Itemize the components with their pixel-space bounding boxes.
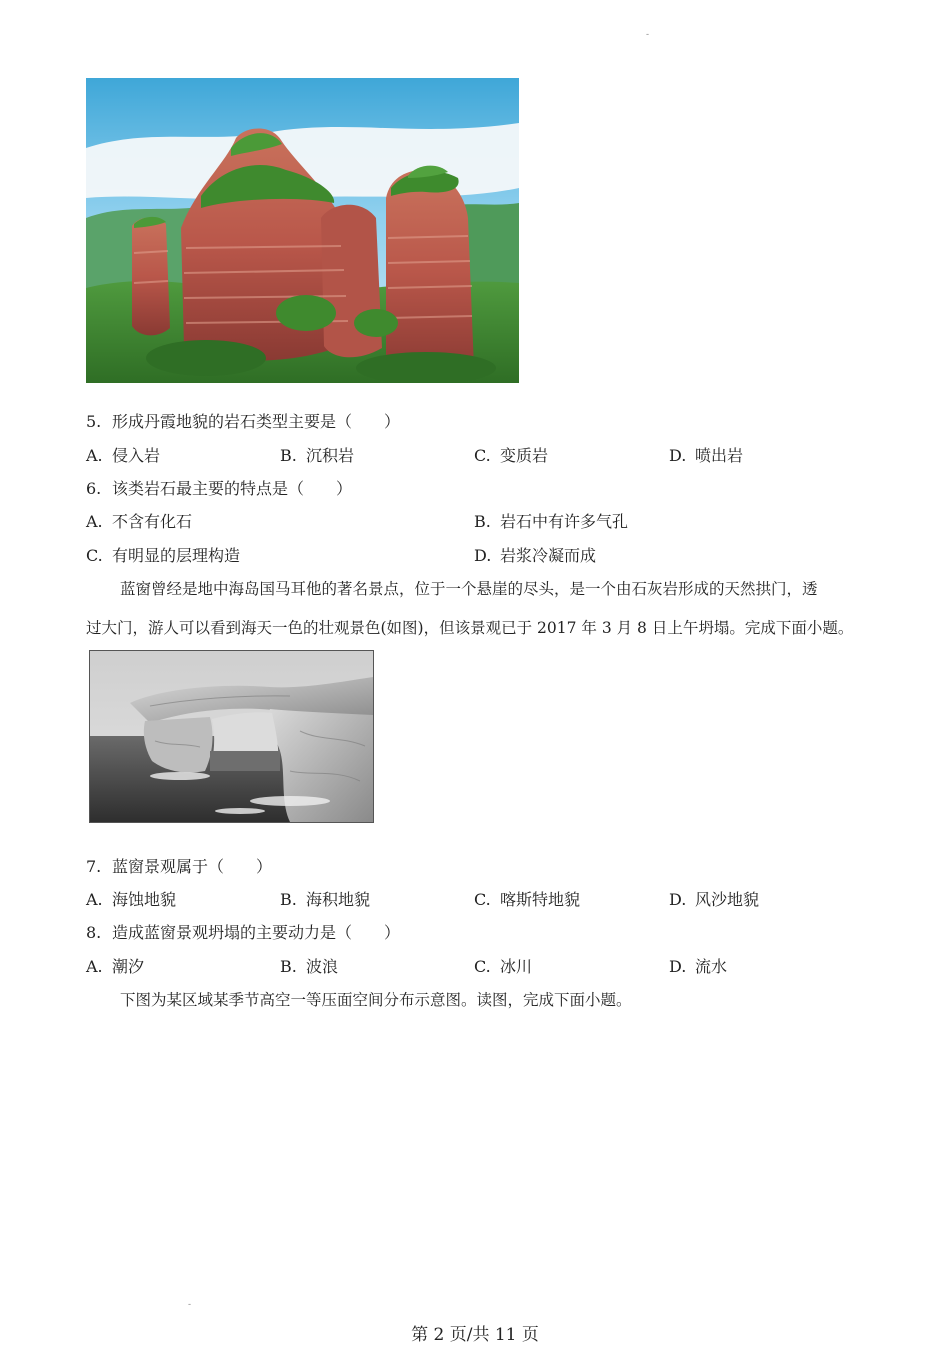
option-text: 岩浆冷凝而成 xyxy=(500,546,597,565)
option-letter: B. xyxy=(280,446,297,465)
option-text: 沉积岩 xyxy=(306,446,355,465)
option-letter: B. xyxy=(280,957,297,976)
q7-option-c[interactable] xyxy=(474,890,580,910)
option-text: 海蚀地貌 xyxy=(112,890,177,909)
option-text: 波浪 xyxy=(306,957,339,976)
q6-option-b[interactable] xyxy=(474,512,628,532)
azure-window-photo xyxy=(89,650,374,823)
option-text: 变质岩 xyxy=(500,446,549,465)
q6-option-d[interactable] xyxy=(474,546,596,566)
page-number: 第 2 页/共 11 页 xyxy=(411,1325,539,1345)
option-letter: C. xyxy=(474,446,491,465)
option-letter: B. xyxy=(280,890,297,909)
option-text: 喷出岩 xyxy=(695,446,744,465)
question-text: 该类岩石最主要的特点是（ ） xyxy=(112,479,353,498)
bottom-mark: - xyxy=(188,1300,192,1310)
passage-2-line-1: 下图为某区域某季节高空一等压面空间分布示意图。读图，完成下面小题。 xyxy=(120,991,632,1009)
passage-line-2: 过大门，游人可以看到海天一色的壮观景色(如图)，但该景观已于 2017 年 3 月 8 日上午坍塌。完成下面小题。 xyxy=(86,619,854,637)
q5-option-d[interactable] xyxy=(669,446,743,466)
passage-line-1: 蓝窗曾经是地中海岛国马耳他的著名景点，位于一个悬崖的尽头，是一个由石灰岩形成的天然拱门，透 xyxy=(120,580,818,598)
option-letter: A. xyxy=(86,512,103,531)
option-letter: D. xyxy=(474,546,492,565)
option-letter: A. xyxy=(86,890,103,909)
q5-option-a[interactable] xyxy=(86,446,160,466)
question-text: 形成丹霞地貌的岩石类型主要是（ ） xyxy=(112,412,401,431)
q6-option-a[interactable] xyxy=(86,512,192,532)
option-text: 风沙地貌 xyxy=(695,890,760,909)
q8-option-c[interactable] xyxy=(474,957,532,977)
option-text: 潮汐 xyxy=(112,957,145,976)
option-letter: C. xyxy=(86,546,103,565)
q7-option-d[interactable] xyxy=(669,890,759,910)
option-text: 冰川 xyxy=(500,957,533,976)
question-number: 5. xyxy=(86,412,102,431)
option-text: 侵入岩 xyxy=(112,446,161,465)
q5-option-c[interactable] xyxy=(474,446,548,466)
header-mark: - xyxy=(646,30,650,40)
q8-option-a[interactable] xyxy=(86,957,144,977)
q7-option-a[interactable] xyxy=(86,890,176,910)
option-letter: A. xyxy=(86,957,103,976)
option-letter: D. xyxy=(669,890,687,909)
q7-option-b[interactable] xyxy=(280,890,370,910)
question-number: 6. xyxy=(86,479,102,498)
option-text: 海积地貌 xyxy=(306,890,371,909)
q8-option-b[interactable] xyxy=(280,957,338,977)
option-text: 流水 xyxy=(695,957,728,976)
option-letter: D. xyxy=(669,446,687,465)
option-text: 不含有化石 xyxy=(112,512,193,531)
question-5 xyxy=(86,412,400,432)
azure-window-illustration xyxy=(90,651,373,822)
option-text: 喀斯特地貌 xyxy=(500,890,581,909)
q8-option-d[interactable] xyxy=(669,957,727,977)
option-letter: B. xyxy=(474,512,491,531)
question-text: 造成蓝窗景观坍塌的主要动力是（ ） xyxy=(112,923,401,942)
question-6 xyxy=(86,479,352,499)
question-8 xyxy=(86,923,400,943)
option-letter: C. xyxy=(474,957,491,976)
option-letter: C. xyxy=(474,890,491,909)
option-text: 有明显的层理构造 xyxy=(112,546,241,565)
q5-option-b[interactable] xyxy=(280,446,354,466)
question-number: 8. xyxy=(86,923,102,942)
question-7 xyxy=(86,857,272,877)
option-letter: A. xyxy=(86,446,103,465)
q6-option-c[interactable] xyxy=(86,546,240,566)
question-text: 蓝窗景观属于（ ） xyxy=(112,857,273,876)
option-text: 岩石中有许多气孔 xyxy=(500,512,629,531)
question-number: 7. xyxy=(86,857,102,876)
option-letter: D. xyxy=(669,957,687,976)
danxia-landform-photo xyxy=(86,78,519,383)
danxia-photo-illustration xyxy=(86,78,519,383)
